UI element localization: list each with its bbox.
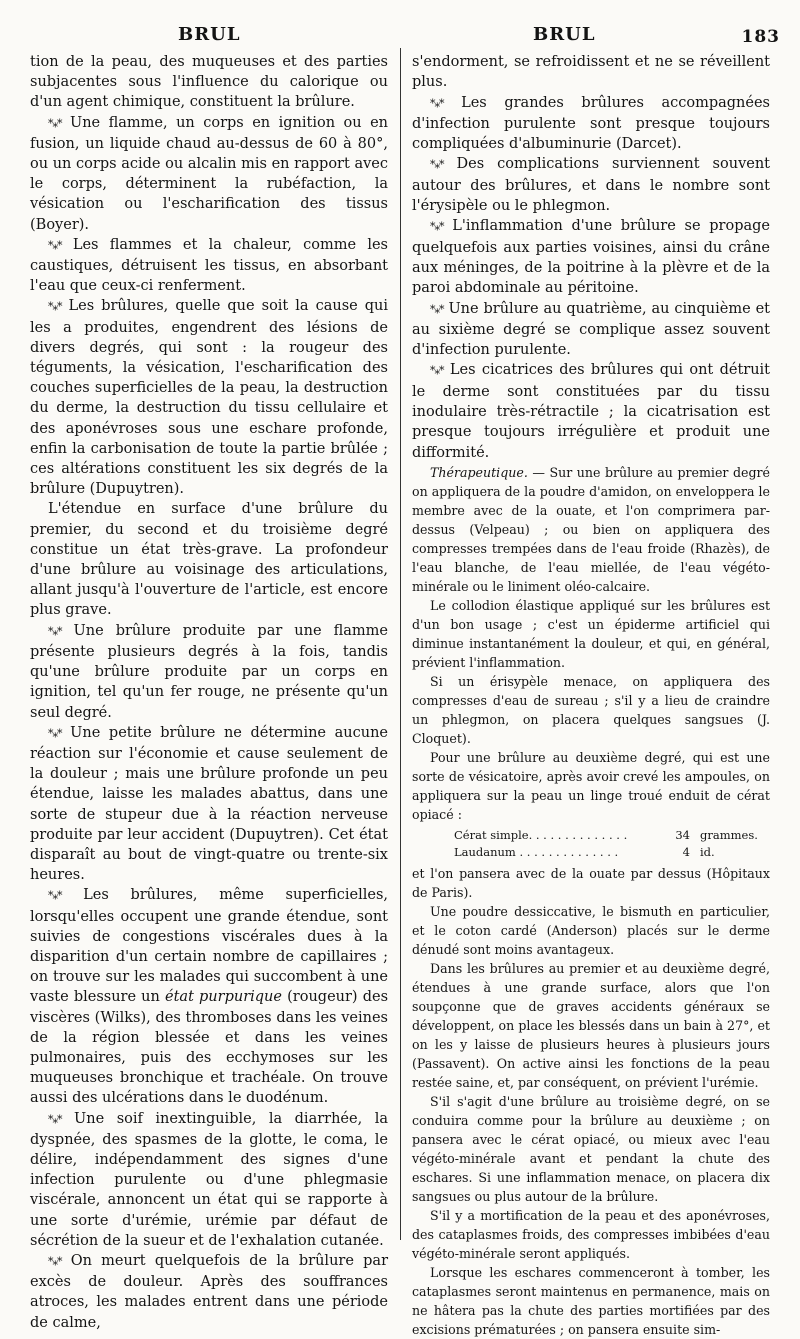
asterism: *⁎* (48, 726, 62, 740)
italic-term: état purpurique (165, 989, 282, 1006)
asterism: *⁎* (430, 96, 444, 110)
paragraph-text: Les brûlures, quelle que soit la cause qui les a produites, engendrent des lésions de divers degrés, qui sont : la rougeur des téguments, la vésication, l'escharification des couches superficielles de la peau, la destruction du derme, la destruction du tissu cellulaire et des aponévroses sous une eschare profonde, enfin la carbonisation de toute la partie brûlée ; ces altérations constituent les six degrés de la brûlure (Dupuytren). (30, 298, 388, 498)
paragraph (30, 296, 388, 499)
paragraph-text: Les cicatrices des brûlures qui ont détruit le derme sont constituées par du tissu inodulaire très-rétractile ; la cicatrisation est presque toujours irrégulière et produit une difformité. (412, 362, 771, 461)
paragraph (412, 52, 770, 93)
paragraph-text: S'il s'agit d'une brûlure au troisième degré, on se conduira comme pour la brûlure au deuxième ; on pansera avec le cérat opiacé, ou mieux avec l'eau végéto-minérale avant et pendant la chute des eschares. Si une inflammation menace, on placera dix sangsues ou plus autour de la brûlure. (412, 1093, 770, 1204)
paragraph (412, 1092, 770, 1206)
running-head-left: BRUL (178, 24, 241, 45)
page-number: 183 (741, 27, 780, 47)
paragraph-text: Les grandes brûlures accompagnées d'infection purulente sont presque toujours compliquées d'albuminurie (Darcet). (412, 94, 771, 153)
paragraph-text: Une brûlure au quatrième, au cinquième et au sixième degré se complique assez souvent d'infection purulente. (412, 300, 770, 359)
paragraph (30, 885, 388, 1108)
right-column (412, 52, 770, 1339)
asterism: *⁎* (430, 364, 444, 378)
ingredient-quantity: 34 (675, 827, 690, 842)
paragraph (30, 1109, 388, 1251)
ingredient-name: Cérat simple. . . . . . . . . . . . . . (454, 827, 628, 842)
paragraph-text: Une poudre dessiccative, le bismuth en particulier, et le coton cardé (Anderson) placés sur le derme dénudé sont moins avantageux. (412, 903, 770, 957)
paragraph-text: Si un érisypèle menace, on appliquera des compresses d'eau de sureau ; s'il y a lieu de craindre un phlegmon, on placera quelques sangsues (J. Cloquet). (412, 673, 770, 746)
paragraph-text: Pour une brûlure au deuxième degré, qui est une sorte de vésicatoire, après avoir crevé les ampoules, on appliquera sur la peau un linge troué enduit de cérat opiacé : (412, 749, 770, 822)
paragraph-text: — Sur une brûlure au premier degré on appliquera de la poudre d'amidon, on enveloppera le membre avec de la ouate, et l'on comprimera par-dessus (Velpeau) ; ou bien on appliquera des compresses trempées dans de l'eau froide (Rhazès), de l'eau blanche, de l'eau miellée, de l'eau végéto-minérale ou le liniment oléo-calcaire. (412, 464, 770, 594)
paragraph (412, 1206, 770, 1263)
paragraph (412, 959, 770, 1092)
paragraph-text: Une petite brûlure ne détermine aucune réaction sur l'économie et cause seulement de la douleur ; mais une brûlure profonde un peu étendue, laisse les malades abattus, dans une sorte de stupeur due à la réaction nerveuse produite par leur accident (Dupuytren). Cet état disparaît au bout de vingt-quatre ou trente-six heures. (30, 724, 388, 884)
section-heading: Thérapeutique. (430, 464, 528, 480)
paragraph (412, 902, 770, 959)
ingredient-unit: grammes. (700, 827, 758, 842)
asterism: *⁎* (48, 624, 62, 638)
paragraph (30, 621, 388, 723)
paragraph-text: On meurt quelquefois de la brûlure par excès de douleur. Après des souffrances atroces, les malades entrent dans une période de calme, (30, 1252, 388, 1331)
paragraph (412, 596, 770, 672)
recipe-row (454, 828, 758, 843)
therapeutics-continued (412, 864, 770, 1339)
paragraph-text: Les brûlures, même superficielles, lorsqu'elles occupent une grande étendue, sont suivies de congestions viscérales dues à la disparition d'un certain nombre de capillaires ; on trouve sur les malades qui succombent à une vaste blessure un (30, 887, 388, 1006)
asterism: *⁎* (48, 238, 62, 252)
paragraph (412, 93, 770, 155)
paragraph (412, 360, 770, 462)
paragraph-text: Les flammes et la chaleur, comme les caustiques, détruisent les tissus, en absorbant l'eau que ceux-ci renferment. (30, 236, 388, 295)
paragraph-text: s'endorment, se refroidissent et ne se réveillent plus. (412, 54, 770, 91)
paragraph (412, 672, 770, 748)
asterism: *⁎* (48, 889, 62, 903)
ingredient-unit: id. (700, 844, 715, 859)
therapeutics-section (412, 463, 770, 824)
paragraph-text: Des complications surviennent souvent autour des brûlures, et dans le nombre sont l'érysipèle ou le phlegmon. (412, 156, 771, 215)
paragraph (412, 299, 770, 361)
paragraph (412, 748, 770, 824)
paragraph-text: Une brûlure produite par une flamme présente plusieurs degrés à la fois, tandis qu'une brûlure produite par un corps en ignition, tel qu'un fer rouge, ne présente qu'un seul degré. (30, 622, 388, 721)
asterism: *⁎* (430, 220, 444, 234)
paragraph (30, 499, 388, 620)
paragraph (30, 52, 388, 113)
paragraph-text: L'inflammation d'une brûlure se propage quelquefois aux parties voisines, ainsi du crâne aux méninges, de la poitrine à la plèvre et de la paroi abdominale au péritoine. (412, 218, 770, 297)
left-column (30, 52, 388, 1333)
ingredient-name: Laudanum . . . . . . . . . . . . . . (454, 844, 619, 859)
paragraph (30, 113, 388, 235)
paragraph (412, 216, 770, 298)
paragraph (412, 154, 770, 216)
paragraph-text: Le collodion élastique appliqué sur les brûlures est d'un bon usage ; c'est un épiderme artificiel qui diminue instantanément la douleur, et qui, en général, prévient l'inflammation. (412, 597, 770, 670)
paragraph-text: Une soif inextinguible, la diarrhée, la dyspnée, des spasmes de la glotte, le coma, le délire, indépendamment des signes d'une infection purulente ou d'une phlegmasie viscérale, annoncent un état qui se rapporte à une sorte d'urémie, urémie par défaut de sécrétion de la sueur et de l'exhalation cutanée. (30, 1110, 388, 1249)
paragraph (30, 723, 388, 886)
running-head-right: BRUL (533, 24, 596, 45)
column-divider (400, 48, 401, 1240)
asterism: *⁎* (430, 302, 444, 316)
paragraph (412, 864, 770, 902)
paragraph-text: Une flamme, un corps en ignition ou en fusion, un liquide chaud au-dessus de 60 à 80°, ou un corps acide ou alcalin mis en rapport avec le corps, déterminent la rubéfaction, la vésication ou l'escharification des tissus (Boyer). (30, 114, 388, 233)
paragraph-text: L'étendue en surface d'une brûlure du premier, du second et du troisième degré constitue un état très-grave. La profondeur d'une brûlure au voisinage des articulations, allant jusqu'à l'ouverture de l'article, est encore plus grave. (30, 501, 388, 619)
recipe-row (454, 845, 758, 860)
asterism: *⁎* (430, 158, 444, 172)
paragraph-text: Dans les brûlures au premier et au deuxième degré, étendues à une grande surface, alors que l'on soupçonne que de graves accidents généraux se développent, on place les blessés dans un bain à 27°, et on les y laisse de plusieurs heures à plusieurs jours (Passavent). On active ainsi les fonctions de la peau restée saine, et, par conséquent, on prévient l'urémie. (412, 960, 770, 1090)
paragraph (30, 235, 388, 297)
paragraph-text: Lorsque les eschares commenceront à tomber, les cataplasmes seront maintenus en permanence, mais on ne hâtera pas la chute des parties mortifiées par des excisions prématurées ; on pansera ensuite sim- (412, 1264, 770, 1337)
asterism: *⁎* (48, 300, 62, 314)
paragraph-text: (rougeur) des viscères (Wilks), des thromboses dans les veines de la région blessée et dans les veines pulmonaires, puis des ecchymoses sur les muqueuses bronchique et trachéale. On trouve aussi des ulcérations dans le duodénum. (30, 989, 389, 1107)
paragraph-text: et l'on pansera avec de la ouate par dessus (Hôpitaux de Paris). (412, 865, 770, 900)
paragraph (30, 1251, 388, 1333)
asterism: *⁎* (48, 116, 62, 130)
paragraph-text: S'il y a mortification de la peau et des aponévroses, des cataplasmes froids, des compresses imbibées d'eau végéto-minérale seront appliqués. (412, 1207, 770, 1261)
paragraph (412, 1263, 770, 1339)
ingredient-quantity: 4 (682, 844, 690, 859)
recipe-table (452, 826, 760, 862)
asterism: *⁎* (48, 1112, 62, 1126)
paragraph-text: tion de la peau, des muqueuses et des parties subjacentes sous l'influence du calorique ou d'un agent chimique, constituent la brûlure. (30, 54, 388, 111)
right-column-main-text (412, 52, 770, 463)
paragraph (412, 463, 770, 596)
asterism: *⁎* (48, 1254, 62, 1268)
